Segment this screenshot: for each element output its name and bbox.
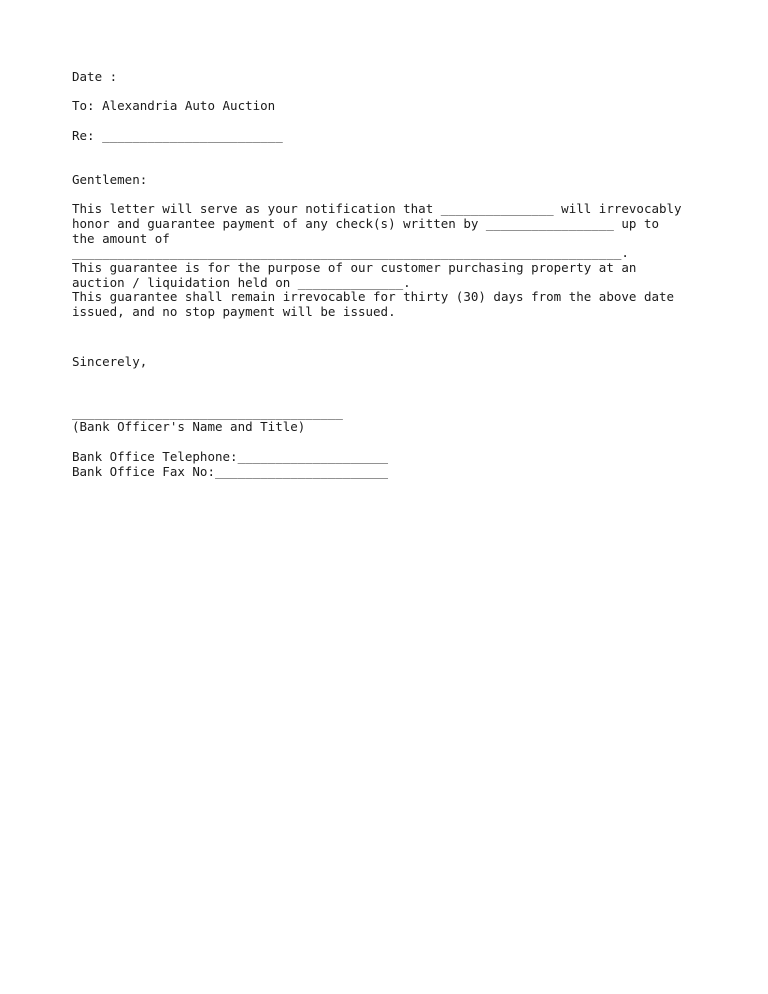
body-line: This letter will serve as your notification that _______________ will irrevocably	[72, 201, 682, 217]
body-line: issued, and no stop payment will be issued.	[72, 304, 396, 319]
recipient-line: To: Alexandria Auto Auction	[72, 98, 276, 114]
body-line: auction / liquidation held on ______________.	[72, 274, 411, 290]
body-line: _________________________________________________________________________.	[72, 245, 629, 261]
body-line: This guarantee is for the purpose of our customer purchasing property at an	[72, 259, 637, 275]
letter-document	[72, 70, 732, 479]
body-line: This guarantee shall remain irrevocable for thirty (30) days from the above date	[72, 289, 675, 305]
salutation: Gentlemen:	[72, 171, 148, 187]
signature-caption: (Bank Officer's Name and Title)	[72, 419, 306, 435]
body-line: the amount of	[72, 230, 170, 246]
closing: Sincerely,	[72, 354, 148, 370]
letter-body	[72, 202, 732, 320]
fax-line: Bank Office Fax No:_______________________	[72, 463, 389, 479]
body-line: honor and guarantee payment of any check(s) written by _________________ up to	[72, 215, 659, 231]
signature-line: ____________________________________	[72, 404, 343, 420]
reference-line: Re: ________________________	[72, 127, 283, 143]
date-line: Date :	[72, 69, 118, 84]
telephone-line: Bank Office Telephone:____________________	[72, 448, 389, 464]
